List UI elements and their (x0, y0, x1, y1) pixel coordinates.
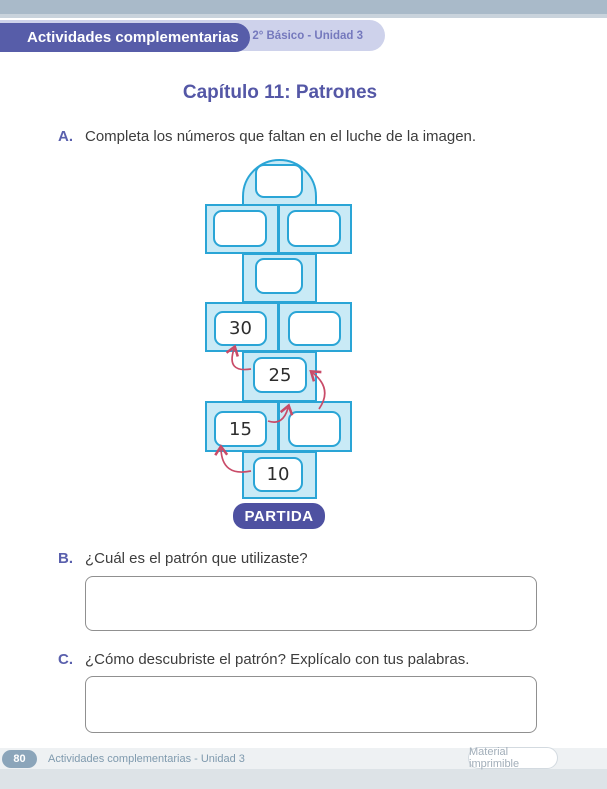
number-box-10: 10 (253, 457, 303, 492)
section-c-prompt: ¿Cómo descubriste el patrón? Explícalo con tus palabras. (85, 651, 470, 668)
footer-label: Actividades complementarias - Unidad 3 (48, 753, 245, 765)
section-c-letter: C. (58, 651, 73, 668)
answer-box-c[interactable] (85, 676, 537, 733)
number-box-25: 25 (253, 357, 307, 393)
arrow-25-to-30-icon (232, 349, 251, 370)
page-number: 80 (13, 753, 26, 765)
activities-badge-label: Actividades complementarias (27, 29, 239, 46)
number-box-empty[interactable] (255, 258, 303, 294)
number-box-empty[interactable] (213, 210, 267, 247)
page-number-badge (2, 750, 37, 768)
partida-badge (233, 503, 325, 529)
arrow-15-to-20-icon (268, 408, 288, 422)
material-imprimible-label: Material imprimible (469, 746, 520, 770)
top-color-band (0, 0, 607, 14)
unit-badge-label: 2° Básico - Unidad 3 (252, 29, 363, 42)
material-imprimible-button[interactable] (468, 747, 558, 769)
section-a-letter: A. (58, 128, 73, 145)
section-b-prompt: ¿Cuál es el patrón que utilizaste? (85, 550, 308, 567)
footer-color-band (0, 769, 607, 789)
section-b-letter: B. (58, 550, 73, 567)
arrow-10-to-15-icon (221, 449, 251, 472)
arrow-20-to-25-icon (313, 373, 325, 409)
number-box-15: 15 (214, 411, 267, 447)
section-a-prompt: Completa los números que faltan en el luche de la imagen. (85, 128, 477, 145)
answer-box-b[interactable] (85, 576, 537, 631)
partida-label: PARTIDA (244, 507, 314, 525)
number-box-empty[interactable] (287, 210, 341, 247)
top-color-band-edge (0, 14, 607, 18)
number-box-empty-top[interactable] (255, 164, 303, 198)
page-title: Capítulo 11: Patrones (182, 82, 378, 103)
pattern-arrows (200, 330, 350, 490)
activities-badge (0, 23, 250, 52)
number-box-30: 30 (214, 311, 267, 346)
